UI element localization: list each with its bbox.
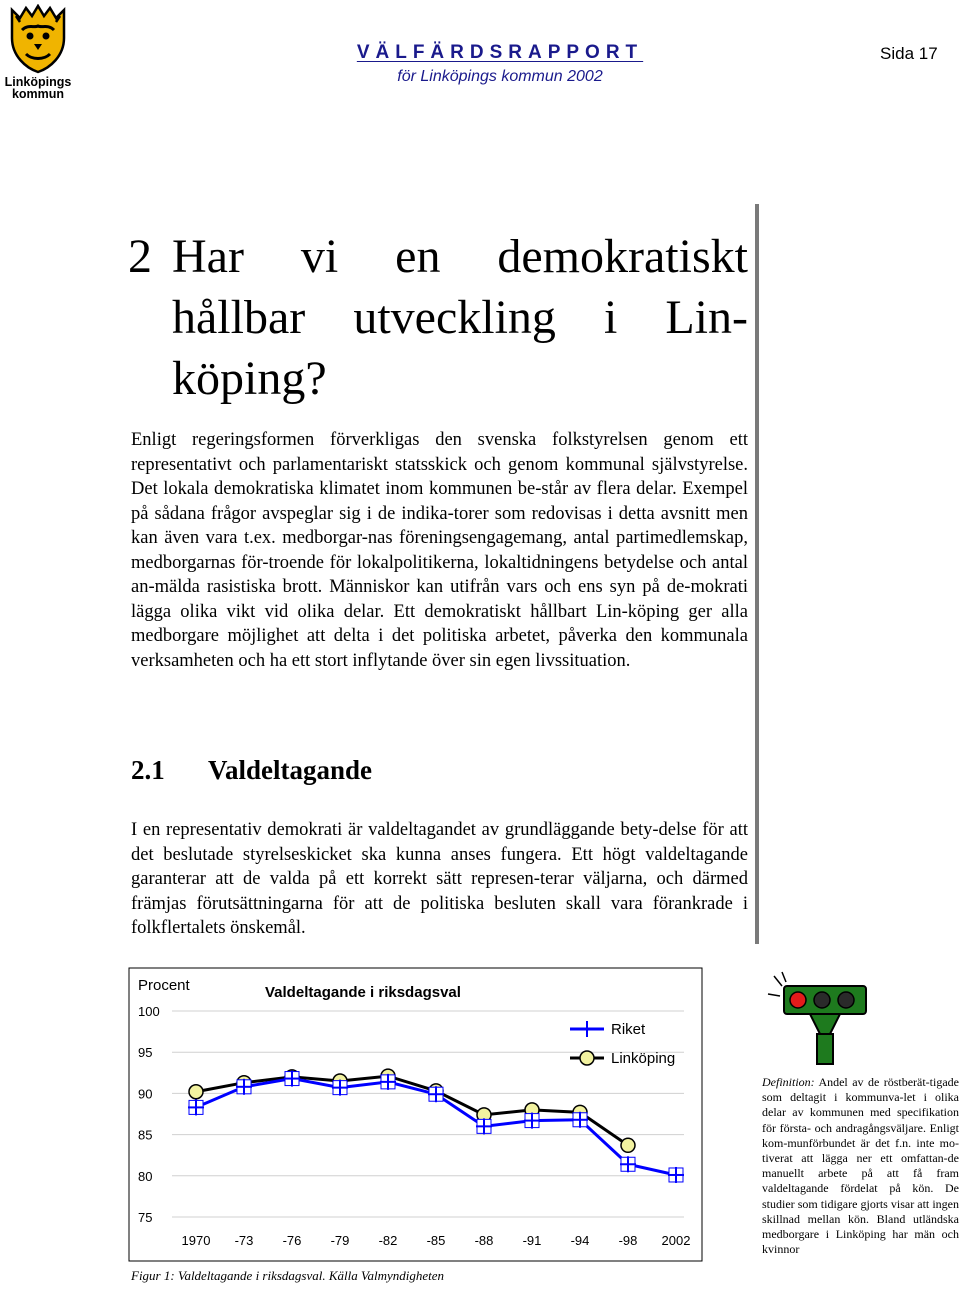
x-tick-label: -91 bbox=[522, 1233, 542, 1248]
x-tick-label: -88 bbox=[474, 1233, 494, 1248]
chart-title: Valdeltagande i riksdagsval bbox=[265, 984, 461, 1001]
traffic-light-icon bbox=[760, 970, 880, 1070]
section-title: Har vi en demokratiskt hållbar utveckling i Lin-köping? bbox=[172, 230, 748, 405]
y-tick-label: 95 bbox=[138, 1045, 153, 1061]
linkoping-point bbox=[189, 1085, 203, 1099]
y-tick-label: 80 bbox=[138, 1168, 153, 1184]
definition-text: Andel av de röstberät-tigade som deltagit i kommunva-let i olika delar av kommunen med specifikation för första- och andragångsväljare. Enligt kom-munförbundet är det f.n. inte mo-tiverat att lägga ner ett omfattan-de manuellt arbete på att få fram valdeltagande fördelat på kön. De studier som tidigare gjorts visar att ingen skillnad mellan kön. Bland utländska medborgare i Linköping har män och kvinnor bbox=[762, 1075, 959, 1257]
figure-caption: Figur 1: Valdeltagande i riksdagsval. Källa Valmyndigheten bbox=[131, 1268, 445, 1283]
riket-point bbox=[188, 1099, 204, 1115]
riket-point bbox=[380, 1074, 396, 1090]
x-tick-label: -82 bbox=[378, 1233, 398, 1248]
riket-point bbox=[572, 1112, 588, 1128]
y-axis-label: Procent bbox=[138, 977, 190, 994]
logo bbox=[4, 4, 72, 100]
x-tick-label: -98 bbox=[618, 1233, 638, 1248]
logo-text-line1: Linköpings bbox=[4, 75, 72, 89]
logo-text-line2: kommun bbox=[11, 87, 65, 101]
traffic-light-illustration bbox=[760, 970, 880, 1070]
riket-point bbox=[524, 1113, 540, 1129]
report-title: VÄLFÄRDSRAPPORT bbox=[356, 42, 644, 63]
x-tick-label: -76 bbox=[282, 1233, 302, 1248]
riket-point bbox=[476, 1118, 492, 1134]
riket-point bbox=[668, 1167, 684, 1183]
riket-point bbox=[284, 1071, 300, 1087]
linkoping-point bbox=[621, 1138, 635, 1152]
subsection-number: 2.1 bbox=[131, 755, 165, 785]
margin-rule bbox=[755, 204, 759, 944]
definition-box bbox=[762, 1075, 959, 1257]
legend-riket-label: Riket bbox=[611, 1021, 646, 1038]
riket-point bbox=[332, 1080, 348, 1096]
turnout-chart bbox=[128, 967, 703, 1262]
x-tick-label: -94 bbox=[570, 1233, 590, 1248]
riket-point bbox=[428, 1086, 444, 1102]
page-number: Sida 17 bbox=[880, 44, 938, 63]
y-tick-label: 85 bbox=[138, 1127, 153, 1143]
report-subtitle: för Linköpings kommun 2002 bbox=[397, 68, 603, 85]
x-tick-label: 1970 bbox=[181, 1233, 211, 1248]
subsection-heading bbox=[131, 755, 373, 786]
turnout-chart-svg bbox=[128, 967, 703, 1262]
y-tick-label: 75 bbox=[138, 1210, 153, 1225]
y-tick-label: 90 bbox=[138, 1086, 153, 1102]
riket-point bbox=[236, 1079, 252, 1095]
legend-linkoping-label: Linköping bbox=[611, 1050, 676, 1067]
x-tick-label: 2002 bbox=[661, 1233, 691, 1248]
y-tick-label: 100 bbox=[138, 1004, 160, 1019]
section-number: 2 bbox=[128, 230, 152, 283]
lion-crest-icon bbox=[4, 4, 72, 74]
riket-point bbox=[620, 1156, 636, 1172]
x-tick-label: -73 bbox=[234, 1233, 254, 1248]
intro-paragraph: Enligt regeringsformen förverkligas den svenska folkstyrelsen genom ett representativt och parlamentariskt statsskick och genom kommunal självstyrelse. Det lokala demokratiska klimatet inom kommunen be-står av flera delar. Exempel på sådana frågor avspeglar sig i de indika-torer som redovisas i detta avsnitt men kan även vara t.ex. medborgar-nas föreningsengagemang, antal partimedlemskap, medborgarnas för-troende för lokalpolitikerna, lokaltidningens betydelse och antal an-mälda rasistiska brott. Människor kan utifrån vars och ens syn på de-mokrati lägga olika vikt vid olika delar. Ett demokratiskt hållbart Lin-köping ger alla medborgare möjlighet att delta i det politiska arbetet, påverka den kommunala verksamheten och ha ett stort inflytande över sin egen livssituation. bbox=[131, 430, 748, 671]
x-tick-label: -79 bbox=[330, 1233, 350, 1248]
definition-label: Definition: bbox=[762, 1075, 815, 1089]
legend-linkoping-marker bbox=[580, 1051, 594, 1065]
subsection-title: Valdeltagande bbox=[208, 755, 373, 785]
subsection-paragraph: I en representativ demokrati är valdeltagandet av grundläggande bety-delse för att det beslutade styrelseskicket ska kunna anses fungera. Ett högt valdeltagande garanterar att de valda på ett korrekt sätt represen-terar väljarna, och därmed främjas förutsättningarna för att de politiska besluten skall vara förankrade i folkflertalets önskemål. bbox=[131, 820, 748, 938]
x-tick-label: -85 bbox=[426, 1233, 446, 1248]
